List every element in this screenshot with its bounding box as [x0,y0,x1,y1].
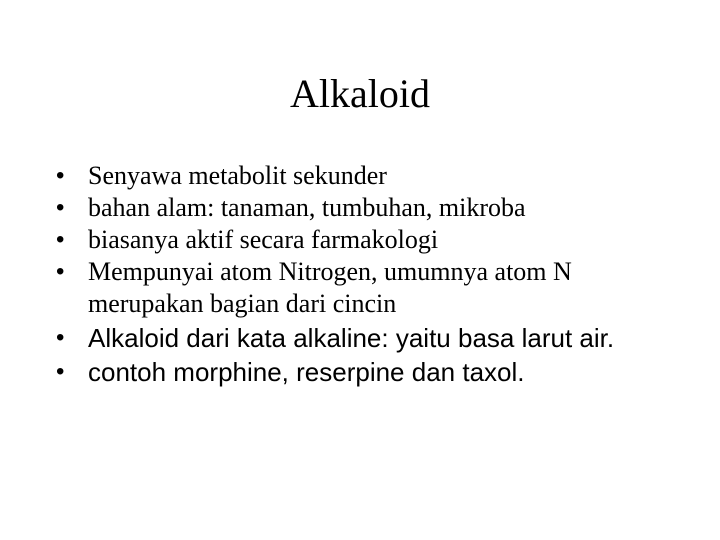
bullet-point-icon: • [56,162,65,189]
bullet-text: bahan alam: tanaman, tumbuhan, mikroba [88,193,526,222]
bullet-text: Senyawa metabolit sekunder [88,161,387,190]
bullet-text: contoh morphine, reserpine dan taxol. [88,357,525,387]
bullet-list [56,160,676,389]
bullet-item [56,224,676,256]
bullet-point-icon: • [56,194,65,221]
bullet-text: biasanya aktif secara farmakologi [88,225,439,254]
bullet-item [56,256,676,320]
bullet-text: Alkaloid dari kata alkaline: yaitu basa larut air. [88,323,615,353]
bullet-point-icon: • [56,358,65,385]
bullet-item [56,321,676,355]
bullet-item [56,355,676,389]
bullet-text: Mempunyai atom Nitrogen, umumnya atom N merupakan bagian dari cincin [88,257,572,318]
bullet-point-icon: • [56,258,65,285]
slide-title: Alkaloid [290,71,430,116]
bullet-item [56,160,676,192]
bullet-item [56,192,676,224]
bullet-point-icon: • [56,324,65,351]
bullet-point-icon: • [56,226,65,253]
